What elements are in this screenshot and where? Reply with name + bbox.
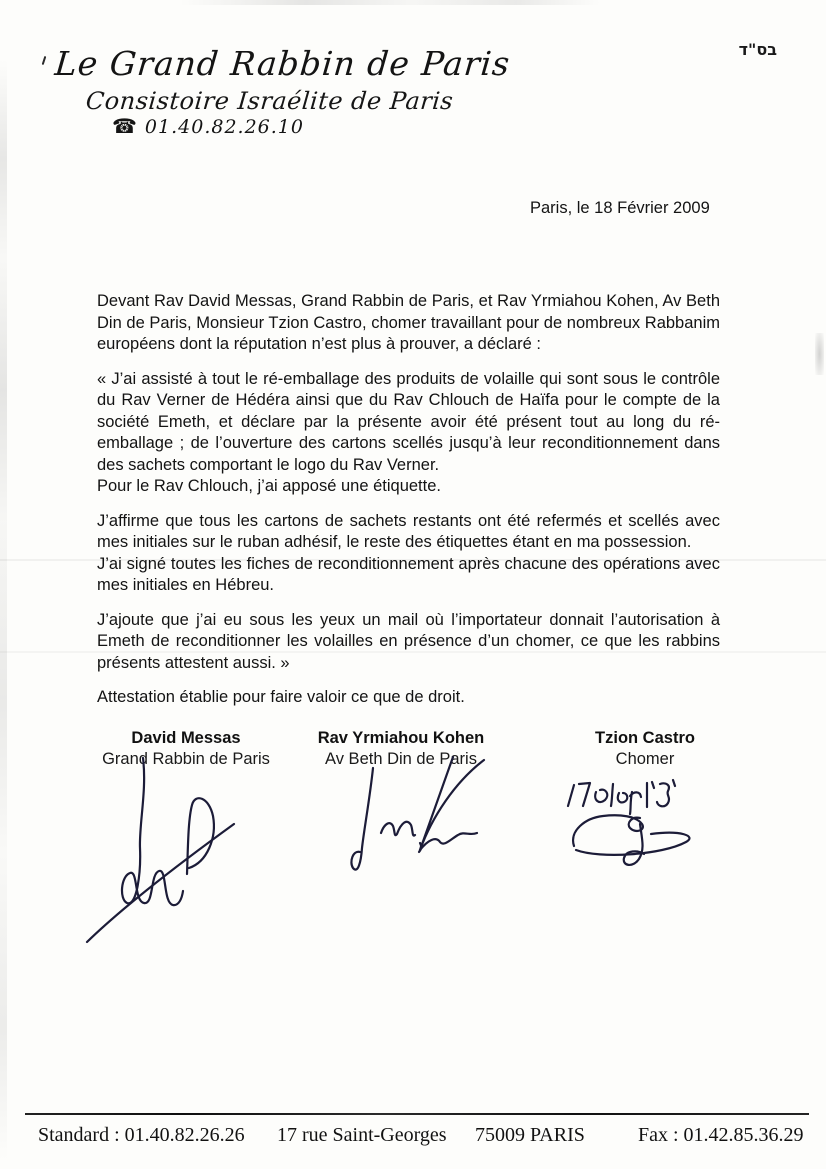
letterhead-phone-line [112, 114, 304, 138]
paragraph-declaration [97, 369, 720, 498]
signatory-name: Tzion Castro [595, 729, 695, 747]
signatory-role: Chomer [615, 750, 675, 768]
date-line: Paris, le 18 Février 2009 [530, 199, 710, 217]
letterhead-title: Le Grand Rabbin de Paris [53, 44, 512, 83]
paragraph-text: Attestation établie pour faire valoir ce que de droit. [97, 688, 465, 706]
footer-street-address: 17 rue Saint-Georges [277, 1124, 447, 1146]
footer-fax-number: Fax : 01.42.85.36.29 [638, 1124, 804, 1146]
letterhead-phone-number: 01.40.82.26.10 [144, 116, 304, 138]
paragraph-text: Devant Rav David Messas, Grand Rabbin de Paris, et Rav Yrmiahou Kohen, Av Beth Din de Paris, Monsieur Tzion Castro, chomer travaillant pour de nombreux Rabbanim européens dont la réputation n’est plus à prouver, a déclaré : [97, 292, 720, 353]
scan-speck [42, 56, 47, 65]
scan-streak-top-edge [180, 0, 600, 5]
paragraph-attestation [97, 687, 720, 709]
paragraph-text: J’ajoute que j’ai eu sous les yeux un mail où l’importateur donnait l’autorisation à Emeth de reconditionner les volailles en présence d’un chomer, ce que les rabbins présents attestent aussi. » [97, 610, 720, 672]
footer-standard-phone: Standard : 01.40.82.26.26 [38, 1124, 245, 1146]
signature-ink-rav-yrmiahou-kohen [351, 757, 484, 870]
footer-postal-city: 75009 PARIS [475, 1124, 585, 1146]
letterhead-subtitle: Consistoire Israélite de Paris [84, 87, 455, 115]
telephone-icon: ☎ [112, 114, 138, 138]
paragraph-introduction [97, 291, 720, 356]
paragraph-addition [97, 610, 720, 675]
signature-ink-david-messas [87, 758, 234, 942]
paragraph-text: « J’ai assisté à tout le ré-emballage des produits de volaille qui sont sous le contrôle du Rav Verner de Hédéra ainsi que du Rav Chlouch de Haïfa pour le compte de la société Emeth, et déclare par la présente avoir été présent tout au long du ré-emballage ; de l’ouverture des cartons scellés jusqu’à leur reconditionnement dans des sachets comportant le logo du Rav Verner. [97, 369, 720, 474]
footer-rule [25, 1113, 809, 1115]
paragraph-text: J’ai signé toutes les fiches de reconditionnement après chacune des opérations avec mes initiales en Hébreu. [97, 554, 720, 594]
scan-smudge-right-edge [815, 333, 824, 375]
scan-streak-left-edge [0, 60, 7, 1160]
hebrew-besiyata-dishmaya-mark: בס"ד [738, 40, 777, 59]
paragraph-text: Pour le Rav Chlouch, j’ai apposé une étiquette. [97, 477, 441, 495]
signatory-role: Av Beth Din de Paris [325, 750, 477, 768]
signatory-name: David Messas [131, 729, 241, 747]
signature-ink-tzion-castro [568, 780, 689, 865]
paragraph-text: J’affirme que tous les cartons de sachets restants ont été refermés et scellés avec mes initiales sur le ruban adhésif, le reste des étiquettes étant en ma possession. [97, 511, 720, 551]
paragraph-affirmation [97, 511, 720, 597]
signatory-role: Grand Rabbin de Paris [102, 750, 270, 768]
signatures-ink-overlay [0, 752, 826, 967]
letter-body [97, 291, 720, 722]
signatory-name: Rav Yrmiahou Kohen [317, 729, 485, 747]
